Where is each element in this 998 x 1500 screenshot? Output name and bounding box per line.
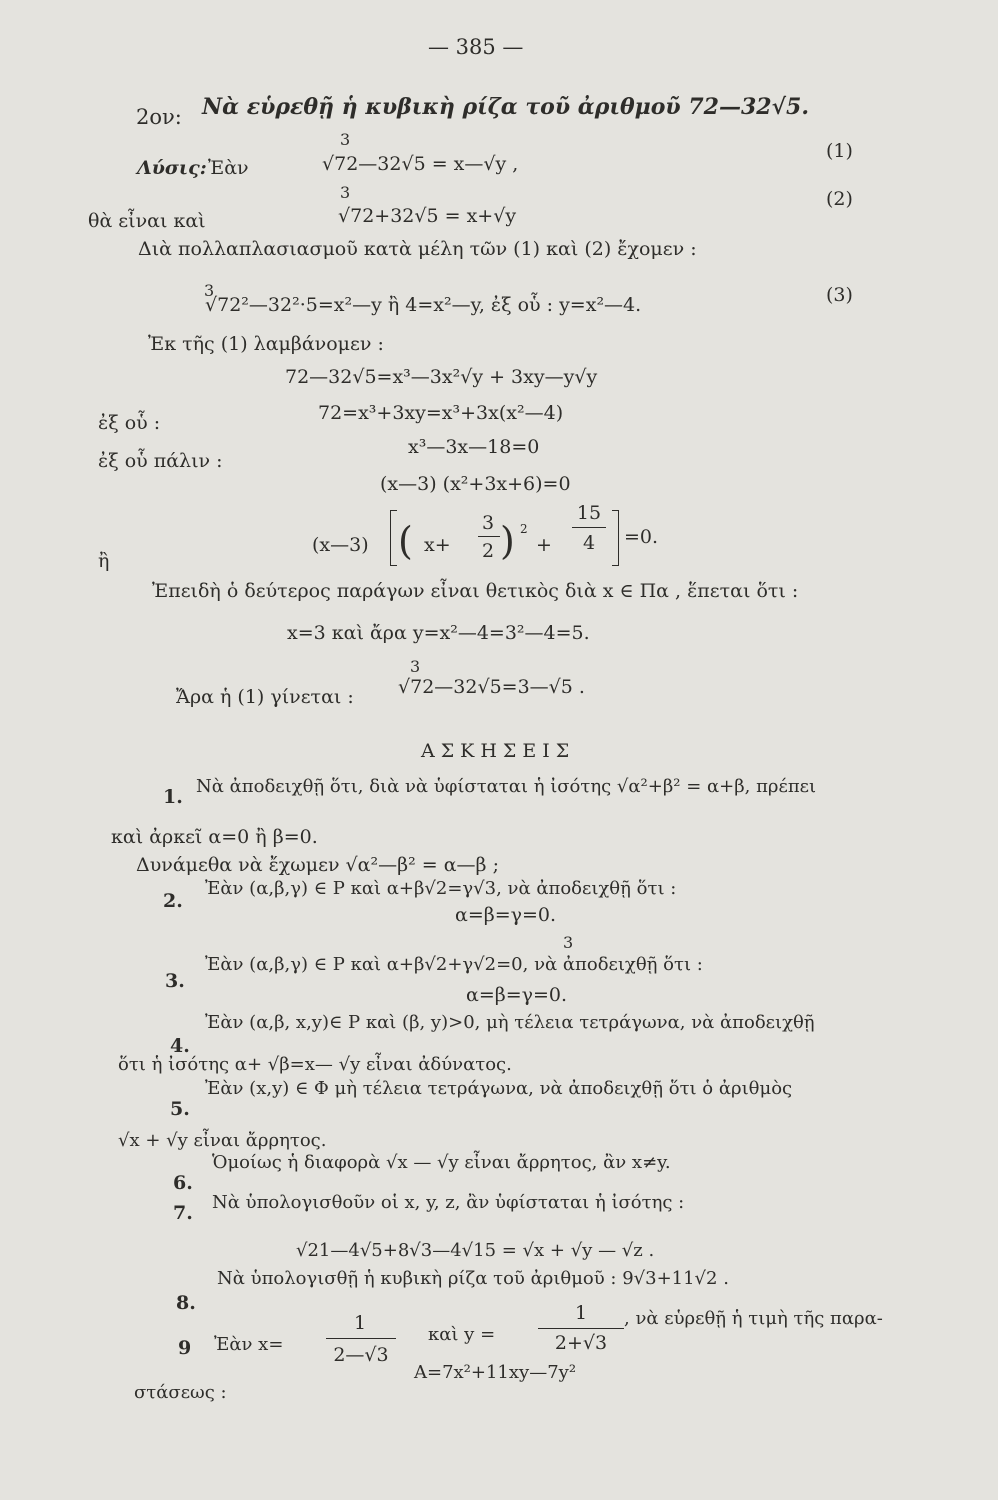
exercise-9-expression: A=7x²+11xy—7y² (414, 1362, 577, 1383)
problem-statement: Νὰ εὑρεθῇ ἡ κυβικὴ ρίζα τοῦ ἀριθμοῦ 72—32√5. (202, 94, 810, 120)
exercise-9-fraction1-denominator: 2—√3 (333, 1344, 389, 1366)
eq8-fraction1-numerator: 3 (481, 512, 495, 534)
whence-label-1: ἐξ οὗ : (98, 412, 161, 434)
or-word: ἢ (98, 550, 110, 572)
exercise-9-fraction1-bar (326, 1338, 396, 1339)
exercise-6-text: Ὁμοίως ἡ διαφορὰ √x — √y εἶναι ἄρρητος, ἂν x≠y. (212, 1152, 671, 1173)
equation-2: √72+32√5 = x+√y (338, 205, 517, 227)
eq8-fraction1-denominator: 2 (481, 540, 495, 562)
eq8-right-bracket (612, 510, 619, 566)
if-word: Ἐὰν (208, 157, 249, 179)
exercise-9-if: Ἐὰν x= (214, 1334, 284, 1355)
eq8-inner-term: x+ (424, 534, 451, 556)
exercise-1-continuation: καὶ ἀρκεῖ α=0 ἢ β=0. (111, 826, 318, 848)
scanned-page: — 385 — 2ον: Νὰ εὑρεθῇ ἡ κυβικὴ ρίζα τοῦ ἀριθμοῦ 72—32√5. Λύσις: Ἐὰν 3 √72—32√5 = x—√y , (1) θὰ εἶναι καὶ 3 √72+32√5 = x+√y (2) Διὰ πολλαπλασιασμοῦ κατὰ μέλη τῶν (1) καὶ (2) ἔχομεν : 3 √72²—32²·5=x²—y ἢ 4=x²—y, ἐξ οὗ : y=x²—4. (3) Ἐκ τῆς (1) λαμβάνομεν : 72—32√5=x³—3x²√y + 3xy—y√y ἐξ οὗ : 72=x³+3xy=x³+3x(x²—4) ἐξ οὗ πάλιν : x³—3x—18=0 (x—3) (x²+3x+6)=0 ἢ (x—3) ( x+ 3 2 ) 2 + 15 4 =0. Ἐπειδὴ ὁ δεύτερος παράγων εἶναι θετικὸς διὰ x ∈ Πα , ἕπεται ὅτι : x=3 καὶ ἄρα y=x²—4=3²—4=5. Ἄρα ἡ (1) γίνεται : 3 √72—32√5=3—√5 . ΑΣΚΗΣΕΙΣ 1. Νὰ ἀποδειχθῇ ὅτι, διὰ νὰ ὑφίσταται ἡ ἰσότης √α²+β² = α+β, πρέπει καὶ ἀρκεῖ α=0 ἢ β=0. Δυνάμεθα νὰ ἔχωμεν √α²—β² = α—β ; 2. Ἐὰν (α,β,γ) ∈ Ρ καὶ α+β√2=γ√3, νὰ ἀποδειχθῇ ὅτι : α=β=γ=0. 3 3. Ἐὰν (α,β,γ) ∈ Ρ καὶ α+β√2+γ√2=0, νὰ ἀποδειχθῇ ὅτι : α=β=γ=0. 4. Ἐὰν (α,β, x,y)∈ Ρ καὶ (β, y)>0, μὴ τέλεια τετράγωνα, νὰ ἀποδειχθῇ ὅτι ἡ ἰσότης α+ √β=x— √y εἶναι ἀδύνατος. 5. Ἐὰν (x,y) ∈ Φ μὴ τέλεια τετράγωνα, νὰ ἀποδειχθῇ ὅτι ὁ ἀριθμὸς √x + √y εἶναι ἄρρητος. 6. Ὁμοίως ἡ διαφορὰ √x — √y εἶναι ἄρρητος, ἂν x≠y. 7. Νὰ ὑπολογισθοῦν οἱ x, y, z, ἂν ὑφίσταται ἡ ἰσότης : √21—4√5+8√3—4√15 = √x + √y — √z . 8. Νὰ ὑπολογισθῇ ἡ κυβικὴ ρίζα τοῦ ἀριθμοῦ : 9√3+11√2 . 9 Ἐὰν x= 1 2—√3 καὶ y = 1 2+√3 , νὰ εὑρεθῇ ἡ τιμὴ τῆς παρα- στάσεως : A=7x²+11xy—7y² (0, 0, 998, 1500)
therefore-text: Ἄρα ἡ (1) γίνεται : (176, 686, 354, 708)
final-root-index: 3 (410, 657, 421, 676)
equation-3: √72²—32²·5=x²—y ἢ 4=x²—y, ἐξ οὗ : y=x²—4. (205, 294, 642, 316)
equation-1: √72—32√5 = x—√y , (322, 153, 519, 175)
exercise-8-text: Νὰ ὑπολογισθῇ ἡ κυβικὴ ρίζα τοῦ ἀριθμοῦ : 9√3+11√2 . (217, 1268, 729, 1289)
exercise-9-and: καὶ y = (428, 1324, 496, 1345)
from-eq1-text: Ἐκ τῆς (1) λαμβάνομεν : (148, 333, 384, 355)
exercise-8-number: 8. (176, 1292, 196, 1314)
exercise-4-number: 4. (170, 1035, 190, 1057)
eq8-square-exponent: 2 (520, 522, 528, 536)
eq8-fraction1-bar (478, 536, 500, 537)
eq8-end: =0. (624, 526, 659, 548)
also-text: θὰ εἶναι καὶ (88, 210, 206, 232)
eq2-root-index: 3 (340, 183, 351, 202)
exercise-3-root-index: 3 (563, 933, 574, 952)
exercise-5-number: 5. (170, 1098, 190, 1120)
whence-label-2: ἐξ οὗ πάλιν : (98, 450, 223, 472)
exercise-5-continuation: √x + √y εἶναι ἄρρητος. (118, 1130, 327, 1151)
exercise-9-fraction2-numerator: 1 (574, 1302, 588, 1324)
eq1-root-index: 3 (340, 130, 351, 149)
exercise-3-number: 3. (165, 970, 185, 992)
exercise-5-text: Ἐὰν (x,y) ∈ Φ μὴ τέλεια τετράγωνα, νὰ ἀποδειχθῇ ὅτι ὁ ἀριθμὸς (205, 1078, 793, 1099)
equation-3-number: (3) (826, 284, 853, 306)
exercise-2-text: Ἐὰν (α,β,γ) ∈ Ρ καὶ α+β√2=γ√3, νὰ ἀποδειχθῇ ὅτι : (205, 878, 677, 899)
exercise-4-text: Ἐὰν (α,β, x,y)∈ Ρ καὶ (β, y)>0, μὴ τέλεια τετράγωνα, νὰ ἀποδειχθῇ (205, 1012, 815, 1033)
exercise-9-continuation: στάσεως : (134, 1382, 227, 1403)
exercise-3-text: Ἐὰν (α,β,γ) ∈ Ρ καὶ α+β√2+γ√2=0, νὰ ἀποδειχθῇ ὅτι : (205, 954, 703, 975)
exercise-9-fraction1-numerator: 1 (353, 1312, 367, 1334)
page-number: — 385 — (428, 35, 524, 59)
eq3-root-index: 3 (204, 281, 215, 300)
exercise-9-text: , νὰ εὑρεθῇ ἡ τιμὴ τῆς παρα- (624, 1308, 883, 1329)
equation-5: 72=x³+3xy=x³+3x(x²—4) (318, 402, 564, 424)
equation-2-number: (2) (826, 188, 853, 210)
exercise-6-number: 6. (173, 1172, 193, 1194)
eq8-plus: + (536, 534, 552, 556)
exercise-1-text: Νὰ ἀποδειχθῇ ὅτι, διὰ νὰ ὑφίσταται ἡ ἰσότης √α²+β² = α+β, πρέπει (196, 776, 817, 797)
since-text: Ἐπειδὴ ὁ δεύτερος παράγων εἶναι θετικὸς διὰ x ∈ Πα , ἕπεται ὅτι : (152, 580, 799, 602)
equation-6: x³—3x—18=0 (408, 436, 540, 458)
equation-7: (x—3) (x²+3x+6)=0 (380, 473, 571, 495)
exercise-9-fraction2-denominator: 2+√3 (554, 1332, 608, 1354)
exercise-7-equation: √21—4√5+8√3—4√15 = √x + √y — √z . (296, 1240, 655, 1261)
exercise-7-number: 7. (173, 1202, 193, 1224)
final-equation: √72—32√5=3—√5 . (398, 676, 585, 698)
exercise-1-number: 1. (163, 786, 183, 808)
eq8-left-factor: (x—3) (312, 534, 369, 556)
exercise-9-number: 9 (178, 1337, 192, 1359)
problem-label: 2ον: (136, 105, 182, 129)
solution-label: Λύσις: (137, 157, 207, 179)
result-text: x=3 καὶ ἄρα y=x²—4=3²—4=5. (287, 622, 590, 644)
multiplication-text: Διὰ πολλαπλασιασμοῦ κατὰ μέλη τῶν (1) καὶ (2) ἔχομεν : (138, 238, 697, 260)
exercise-3-result: α=β=γ=0. (466, 984, 568, 1006)
equation-4: 72—32√5=x³—3x²√y + 3xy—y√y (285, 366, 598, 388)
exercise-2-number: 2. (163, 890, 183, 912)
eq8-fraction2-numerator: 15 (576, 502, 602, 524)
eq8-fraction2-denominator: 4 (582, 532, 596, 554)
equation-1-number: (1) (826, 140, 853, 162)
exercises-heading: ΑΣΚΗΣΕΙΣ (421, 740, 576, 762)
exercise-4-continuation: ὅτι ἡ ἰσότης α+ √β=x— √y εἶναι ἀδύνατος. (118, 1054, 512, 1075)
exercise-9-fraction2-bar (538, 1328, 624, 1329)
exercise-1-question: Δυνάμεθα νὰ ἔχωμεν √α²—β² = α—β ; (136, 854, 499, 876)
exercise-2-result: α=β=γ=0. (455, 904, 557, 926)
exercise-7-text: Νὰ ὑπολογισθοῦν οἱ x, y, z, ἂν ὑφίσταται ἡ ἰσότης : (212, 1192, 685, 1213)
eq8-left-bracket (390, 510, 397, 566)
eq8-fraction2-bar (572, 527, 606, 528)
